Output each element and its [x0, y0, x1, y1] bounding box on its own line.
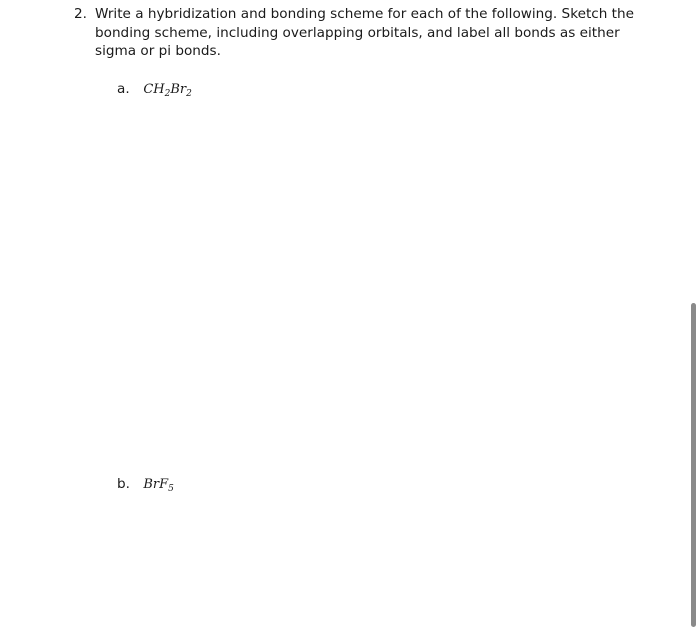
formula-ch2br2: [143, 82, 192, 97]
formula-brf5: [143, 477, 174, 492]
formula-subscript: 2: [164, 89, 171, 99]
part-a-label: a.: [117, 81, 130, 97]
part-a: [117, 80, 192, 99]
part-b-label: b.: [117, 476, 130, 492]
question-2: [74, 5, 634, 61]
formula-subscript: 5: [168, 484, 174, 494]
formula-element: Br: [170, 82, 187, 97]
question-text: Write a hybridization and bonding scheme for each of the following. Sketch the bonding scheme, including overlapping orbitals, and label all bonds as either sigma or pi bonds.: [95, 6, 634, 59]
part-b: [117, 475, 174, 494]
scrollbar-thumb[interactable]: [691, 303, 696, 627]
question-number: 2.: [74, 6, 87, 22]
vertical-scrollbar[interactable]: [691, 303, 696, 627]
formula-element: CH: [143, 82, 165, 97]
formula-subscript: 2: [186, 89, 192, 99]
formula-element: BrF: [143, 477, 169, 492]
